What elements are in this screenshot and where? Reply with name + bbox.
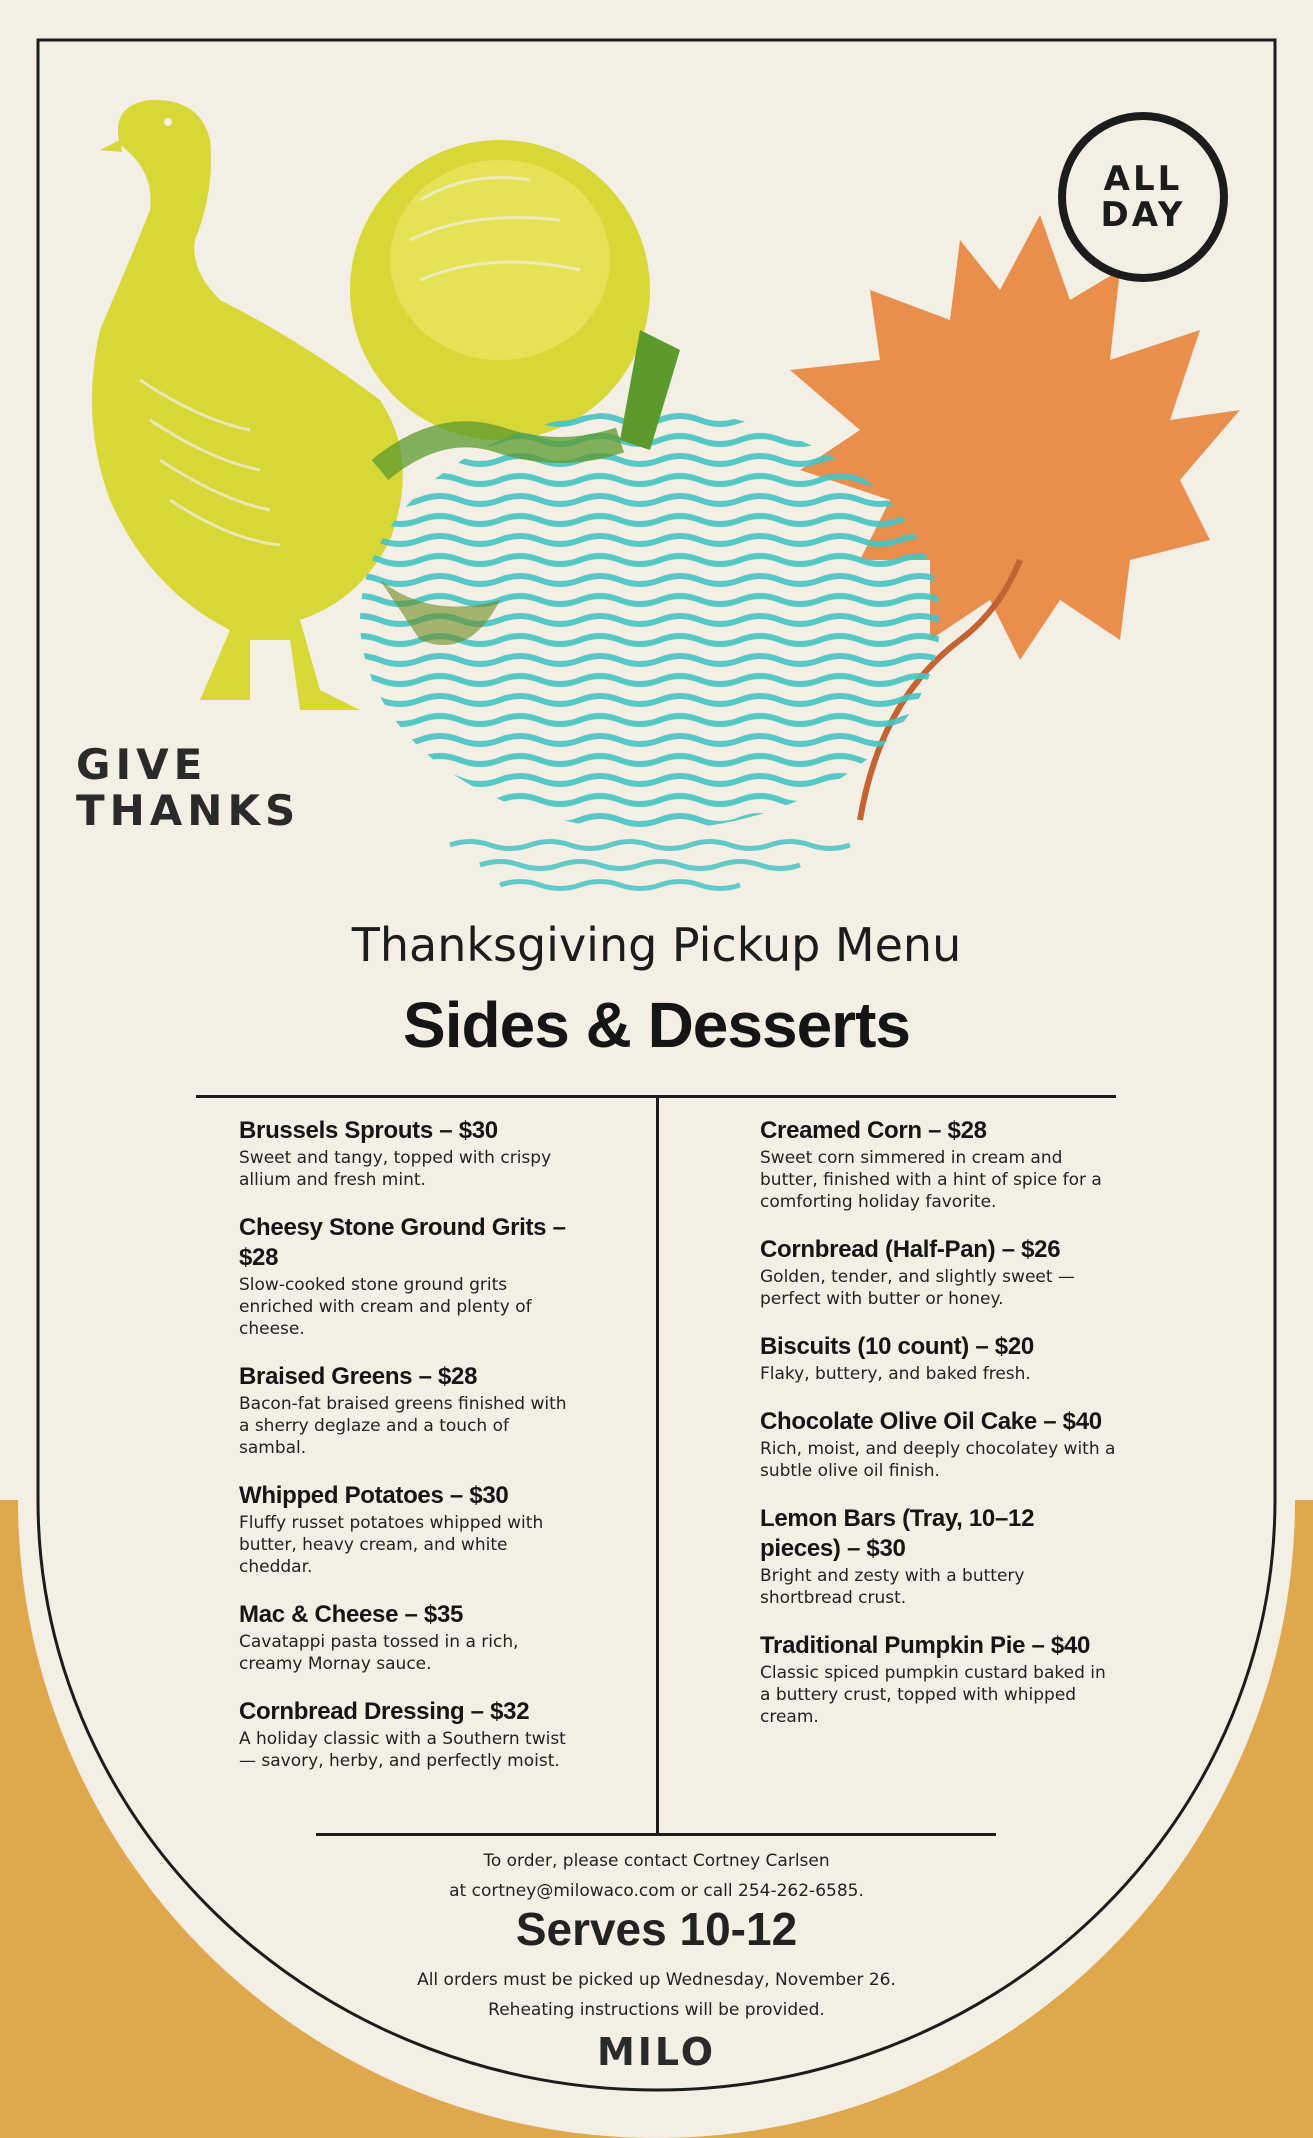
column-divider (656, 1097, 659, 1835)
item-description: Slow-cooked stone ground grits enriched with cream and plenty of cheese. (239, 1275, 532, 1339)
left-menu-column (239, 1116, 579, 1794)
pickup-info (0, 1965, 1313, 2025)
menu-item (760, 1631, 1120, 1728)
menu-title: Sides & Desserts (403, 989, 910, 1061)
menu-item (239, 1600, 579, 1675)
item-description: Bacon-fat braised greens finished with a sherry deglaze and a touch of sambal. (239, 1394, 567, 1458)
right-menu-column (760, 1116, 1120, 1750)
item-name: Cheesy Stone Ground Grits – $28 (239, 1214, 566, 1271)
item-description: Golden, tender, and slightly sweet — perfect with butter or honey. (760, 1267, 1075, 1309)
item-description: Sweet and tangy, topped with crispy allium and fresh mint. (239, 1148, 552, 1190)
item-name: Braised Greens – $28 (239, 1363, 478, 1390)
item-description: Cavatappi pasta tossed in a rich, creamy Mornay sauce. (239, 1632, 519, 1674)
item-name: Traditional Pumpkin Pie – $40 (760, 1632, 1091, 1659)
menu-item (760, 1407, 1120, 1482)
pickup-line-2: Reheating instructions will be provided. (488, 2000, 825, 2020)
bottom-divider (316, 1833, 996, 1836)
menu-item (760, 1504, 1120, 1609)
item-description: Flaky, buttery, and baked fresh. (760, 1364, 1031, 1384)
pickup-line-1: All orders must be picked up Wednesday, November 26. (417, 1970, 896, 1990)
item-name: Creamed Corn – $28 (760, 1117, 987, 1144)
item-name: Cornbread (Half-Pan) – $26 (760, 1236, 1061, 1263)
menu-item (239, 1362, 579, 1459)
menu-item (239, 1116, 579, 1191)
menu-item (760, 1332, 1120, 1385)
tagline-line-1: GIVE (76, 740, 208, 789)
menu-item (760, 1116, 1120, 1213)
milo-logo: MILO (596, 2030, 717, 2074)
all-day-badge (1058, 112, 1228, 282)
badge-line-2: DAY (1100, 195, 1186, 235)
item-description: Rich, moist, and deeply chocolatey with a subtle olive oil finish. (760, 1439, 1116, 1481)
item-name: Biscuits (10 count) – $20 (760, 1333, 1034, 1360)
item-description: A holiday classic with a Southern twist — savory, herby, and perfectly moist. (239, 1729, 566, 1771)
give-thanks-tagline (76, 742, 300, 834)
item-description: Bright and zesty with a buttery shortbread crust. (760, 1566, 1025, 1608)
menu-item (239, 1697, 579, 1772)
badge-line-1: ALL (1103, 159, 1183, 199)
order-contact-info (0, 1846, 1313, 1906)
item-name: Mac & Cheese – $35 (239, 1601, 464, 1628)
item-description: Sweet corn simmered in cream and butter, finished with a hint of spice for a comforting holiday favorite. (760, 1148, 1102, 1212)
menu-item (239, 1213, 579, 1340)
item-description: Fluffy russet potatoes whipped with butter, heavy cream, and white cheddar. (239, 1513, 544, 1577)
tagline-line-2: THANKS (76, 786, 301, 835)
menu-item (760, 1235, 1120, 1310)
menu-item (239, 1481, 579, 1578)
item-name: Brussels Sprouts – $30 (239, 1117, 498, 1144)
item-name: Chocolate Olive Oil Cake – $40 (760, 1408, 1102, 1435)
menu-subtitle: Thanksgiving Pickup Menu (351, 918, 962, 972)
serves-count: Serves 10-12 (515, 1903, 798, 1955)
item-name: Lemon Bars (Tray, 10–12 pieces) – $30 (760, 1505, 1035, 1562)
item-name: Cornbread Dressing – $32 (239, 1698, 530, 1725)
order-line-2[interactable]: at cortney@milowaco.com or call 254-262-6585. (449, 1881, 864, 1901)
order-line-1: To order, please contact Cortney Carlsen (483, 1851, 830, 1871)
item-name: Whipped Potatoes – $30 (239, 1482, 509, 1509)
item-description: Classic spiced pumpkin custard baked in a buttery crust, topped with whipped cream. (760, 1663, 1106, 1727)
